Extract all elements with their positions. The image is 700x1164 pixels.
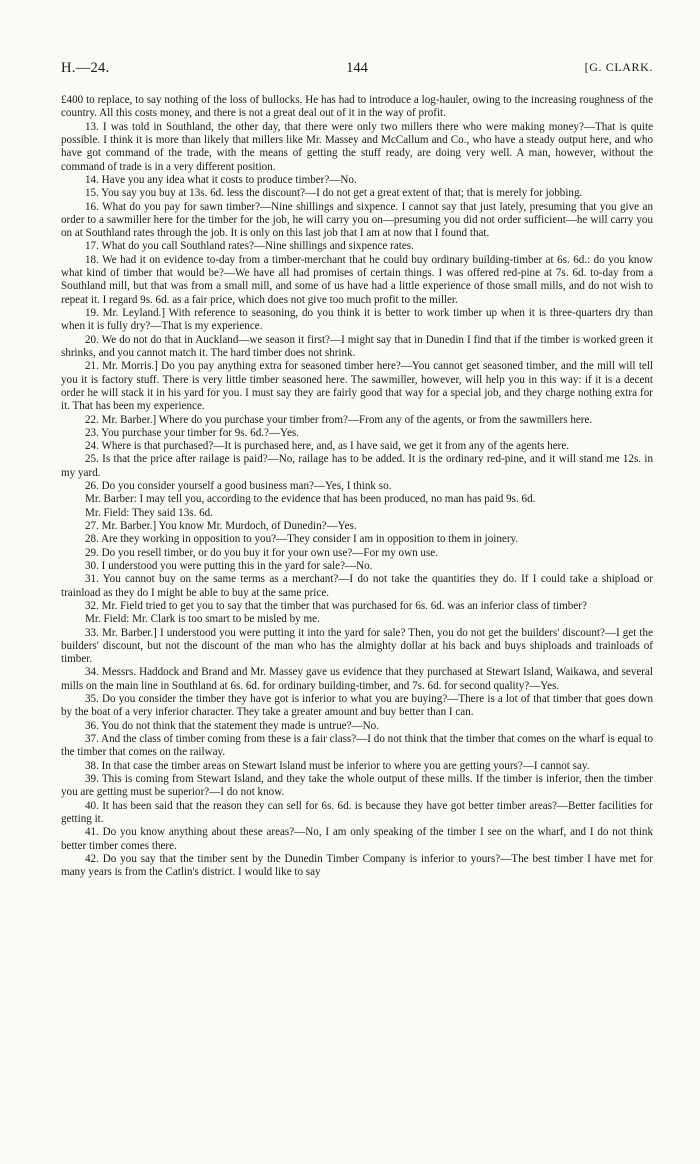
paragraph: 23. You purchase your timber for 9s. 6d.?—Yes. — [85, 426, 299, 439]
paragraph: 38. In that case the timber areas on Stewart Island must be inferior to where you are getting yours?—I cannot say. — [85, 759, 590, 772]
paragraph: 27. Mr. Barber.] You know Mr. Murdoch, of Dunedin?—Yes. — [85, 520, 357, 532]
paragraph: 13. I was told in Southland, the other day, that there were only two millers there who were making money?—That is quite possible. I think it is more than likely that millers like Mr. Massey and McCallum and Co., who have a steady output here, and who have got command of the trade, with the means of getting the stuff ready, are doing very well. A man, however, without the command of trade is in a very different position. — [61, 120, 653, 173]
paragraph: 16. What do you pay for sawn timber?—Nine shillings and sixpence. I cannot say that just lately, presuming that you give an order to a sawmiller here for the timber for the job, he will carry you on—presuming you did not order sufficient—he will carry you on at Southland rates through the job. It is only on this last job that I am at now that I found that. — [61, 200, 653, 240]
paragraph: 39. This is coming from Stewart Island, and they take the whole output of these mills. If the timber is inferior, then the timber you are getting must be superior?—I do not know. — [61, 772, 653, 799]
paragraph: 42. Do you say that the timber sent by the Dunedin Timber Company is inferior to yours?—The best timber I have met for many years is from the Catlin's district. I would like to say — [61, 852, 653, 879]
paragraph: 20. We do not do that in Auckland—we season it first?—I might say that in Dunedin I find that if the timber is worked green it shrinks, and you cannot match it. The hard timber does not shrink. — [61, 333, 653, 359]
paragraph: 30. I understood you were putting this in the yard for sale?—No. — [85, 559, 373, 572]
paragraph: 15. You say you buy at 13s. 6d. less the discount?—I do not get a great extent of that; that is merely for jobbing. — [85, 187, 583, 200]
paragraph: 41. Do you know anything about these areas?—No, I am only speaking of the timber I see on the wharf, and I do not think better timber comes there. — [61, 826, 653, 852]
paragraph: 40. It has been said that the reason they can sell for 6s. 6d. is because they have got better timber areas?—Better facilities for getting it. — [61, 799, 653, 825]
page-number: 144 — [346, 60, 368, 76]
paragraph: £400 to replace, to say nothing of the loss of bullocks. He has had to introduce a log-hauler, owing to the increasing roughness of the country. All this costs money, and there is not a great deal out of it in the way of profit. — [61, 94, 653, 120]
paragraph: 14. Have you any idea what it costs to produce timber?—No. — [85, 173, 357, 186]
paragraph: 31. You cannot buy on the same terms as a merchant?—I do not take the quantities they do. If I could take a shipload or trainload as they do I might be able to buy at the same price. — [61, 573, 653, 599]
paragraph: Mr. Field: They said 13s. 6d. — [85, 506, 213, 519]
paragraph: 17. What do you call Southland rates?—Nine shillings and sixpence rates. — [85, 240, 414, 253]
witness-name: [G. CLARK. — [584, 60, 653, 74]
paragraph: 33. Mr. Barber.] I understood you were putting it into the yard for sale? Then, you do not get the builders' discount?—I get the builders' discount, but not the discount of the man who has the almighty dollar at his back and buys shiploads and trainloads of timber. — [61, 626, 653, 666]
paragraph: 18. We had it on evidence to-day from a timber-merchant that he could buy ordinary building-timber at 6s. 6d.: do you know what kind of timber that would be?—We have all had promises of certain things. I was offered red-pine at 7s. 6d. to-day from a Southland mill, but that was from a small mill, and some of us have had a little experience of those small mills, and do not wish to repeat it. I regard 9s. 6d. as a fair price, which does not give too much profit to the miller. — [61, 253, 653, 306]
paragraph: 25. Is that the price after railage is paid?—No, railage has to be added. It is the ordinary red-pine, and it will stand me 12s. in my yard. — [61, 453, 653, 479]
paragraph: 35. Do you consider the timber they have got is inferior to what you are buying?—There is a lot of that timber that goes down by the boat of a very inferior character. They take a greater amount and buy better than I can. — [61, 693, 653, 719]
paragraph: 37. And the class of timber coming from these is a fair class?—I do not think that the timber that comes on the wharf is equal to the timber that comes on the railway. — [61, 733, 653, 759]
paragraph: 26. Do you consider yourself a good business man?—Yes, I think so. — [85, 480, 392, 493]
paragraph: 19. Mr. Leyland.] With reference to seasoning, do you think it is better to work timber up when it is three-quarters dry than when it is fully dry?—That is my experience. — [61, 307, 653, 333]
paragraph: 29. Do you resell timber, or do you buy it for your own use?—For my own use. — [85, 546, 438, 559]
paragraph: 21. Mr. Morris.] Do you pay anything extra for seasoned timber here?—You cannot get seasoned timber, and the mill will tell you it is factory stuff. There is very little timber seasoned here. The sawmiller, however, will help you in this way: if it is a decent order he will stack it in his yard for you. I must say they are fairly good that way for a special job, and they charge nothing extra for it. That has been my experience. — [61, 360, 653, 413]
paragraph: 34. Messrs. Haddock and Brand and Mr. Massey gave us evidence that they purchased at Stewart Island, Waikawa, and several mills on the main line in Southland at 6s. 6d. for ordinary building-timber, and 7s. 6d. for second quality?—Yes. — [61, 666, 653, 692]
paragraph: 32. Mr. Field tried to get you to say that the timber that was purchased for 6s. 6d. was an inferior class of timber? — [85, 599, 587, 612]
document-body — [61, 94, 653, 879]
page-header — [61, 60, 653, 82]
paragraph: 28. Are they working in opposition to you?—They consider I am in opposition to them in joinery. — [85, 533, 519, 546]
paragraph: 24. Where is that purchased?—It is purchased here, and, as I have said, we get it from any of the agents here. — [85, 440, 570, 453]
paragraph: 22. Mr. Barber.] Where do you purchase your timber from?—From any of the agents, or from the sawmillers here. — [85, 413, 593, 426]
paragraph: Mr. Field: Mr. Clark is too smart to be misled by me. — [85, 613, 320, 626]
paragraph: Mr. Barber: I may tell you, according to the evidence that has been produced, no man has paid 9s. 6d. — [85, 493, 536, 506]
document-reference: H.—24. — [61, 60, 110, 76]
paragraph: 36. You do not think that the statement they made is untrue?—No. — [85, 719, 379, 732]
